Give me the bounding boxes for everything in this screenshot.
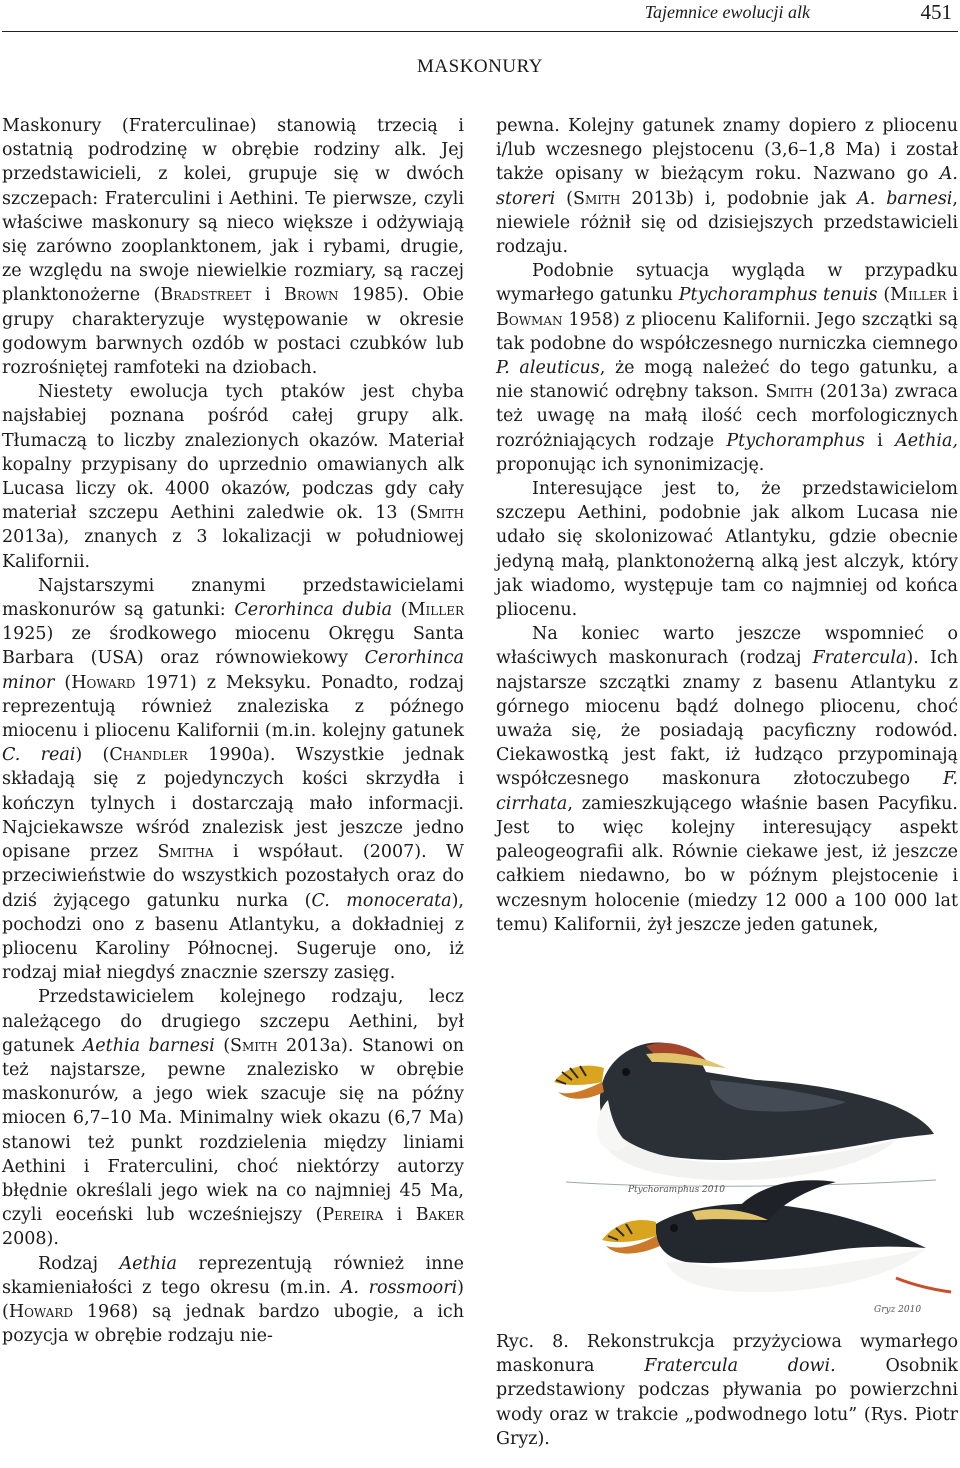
text-run: , zamieszkującego właśnie basen Pacyfiku. Jest to więc kolejny interesujący aspekt paleogeografii alk. Równie ciekawe jest, iż jeszcze całkiem niedawno, bo w późnym plejstocenie i wczesnym holocenie (miedzy 12 000 a 100 000 lat temu) Kalifornii, żył jeszcze jeden gatunek, — [496, 793, 958, 935]
page-header — [0, 0, 960, 34]
swimming-puffin — [554, 1042, 936, 1186]
paragraph — [496, 114, 958, 259]
italic-text: C. monocerata — [311, 890, 452, 911]
paragraph — [2, 985, 464, 1251]
paragraph — [2, 114, 464, 380]
right-column — [496, 114, 958, 937]
text-run: Przedstawicielem kolejnego rodzaju, lecz należącego do drugiego szczepu Aethini, był gatunek — [2, 987, 464, 1056]
diving-puffin — [602, 1180, 951, 1292]
text-run: reprezentują również inne skamieniałości z tego okresu (m.in. — [2, 1253, 464, 1298]
italic-text: Ptychoramphus — [726, 430, 865, 451]
text-run: Na koniec warto jeszcze wspomnieć o właściwych maskonurach (rodzaj — [496, 624, 958, 669]
page-number: 451 — [920, 0, 952, 24]
artist-signature-bottom: Gryz 2010 — [874, 1305, 922, 1315]
text-run: ) ( — [2, 1277, 464, 1322]
text-run: , niewiele różnił się od dzisiejszych przedstawicieli rodzaju. — [496, 188, 958, 258]
author-name: Bradstreet — [160, 285, 252, 306]
author-name: Miller — [890, 285, 947, 306]
left-column — [2, 114, 464, 1348]
text-run: Rodzaj — [38, 1253, 120, 1274]
italic-text: Cerorhinca minor — [2, 648, 464, 693]
running-title: Tajemnice ewolucji alk — [644, 2, 810, 22]
puffin-illustration — [496, 1010, 958, 1320]
text-run: ( — [392, 600, 408, 621]
italic-text: Fratercula dowi. — [644, 1356, 836, 1377]
text-run: Podobnie sytuacja wygląda w przypadku wymarłego gatunku — [496, 261, 958, 306]
paragraph — [2, 1252, 464, 1349]
text-run: (2013a) zwraca też uwagę na małą ilość cech morfologicznych rozróżniających rodzaje — [496, 382, 958, 451]
author-name: Smith — [416, 503, 464, 524]
italic-text: A. rossmoori — [340, 1277, 458, 1298]
text-run: ( — [54, 672, 72, 693]
italic-text: Aethia barnesi — [82, 1035, 215, 1056]
text-run: , że mogą należeć do tego gatunku, a nie stanowić odrębny takson. — [496, 358, 959, 403]
paragraph — [2, 574, 464, 985]
author-name: Miller — [407, 600, 465, 621]
italic-text: Aethia — [119, 1253, 177, 1274]
text-run: Osobnik przedstawiony podczas pływania po powierzchni wody oraz w trakcie „podwodnego lotu” (Rys. Piotr Gryz). — [496, 1356, 958, 1449]
author-name: Smitha — [157, 842, 214, 863]
italic-text: Cerorhinca dubia — [234, 600, 393, 621]
figure-illustration — [496, 1010, 958, 1320]
paragraph — [496, 622, 958, 937]
text-run: Maskonury (Fraterculinae) stanowią trzecią i ostatnią podrodzinę w obrębie rodziny alk. Jej przedstawicieli, z kolei, grupuje się w dwóch szczepach: Fraterculini i Aethini. Te pierwsze, czyli właściwe maskonury są nieco większe i odżywiają się zarówno zooplanktonem, jak i rybami, drugie, ze względu na swoje niewielkie rozmiary, są raczej planktonożerne ( — [2, 116, 464, 306]
figure-caption — [496, 1330, 958, 1451]
text-run: i współaut. (2007). W przeciwieństwie do wszystkich pozostałych oraz do dziś żyjącego gatunku nurka ( — [2, 842, 464, 911]
italic-text: P. aleuticus — [496, 358, 600, 379]
text-run: ), pochodzi ono z basenu Atlantyku, a dokładniej z pliocenu Karoliny Północnej. Sugeruje ono, iż rodzaj miał niegdyś znacznie szerszy zasięg. — [2, 890, 464, 984]
italic-text: A. storeri — [496, 164, 958, 209]
text-run: Ryc. 8. Rekonstrukcja przyżyciowa wymarłego maskonura — [496, 1332, 958, 1377]
text-run: 1925) ze środkowego miocenu Okręgu Santa Barbara (USA) oraz równowiekowy — [2, 624, 464, 669]
italic-text: F. cirrhata — [496, 769, 958, 814]
text-run: Niestety ewolucja tych ptaków jest chyba najsłabiej poznana pośród całej grupy alk. Tłumaczą to liczby znalezionych okazów. Materiał kopalny przypisany do uprzednio omawianych alk Lucasa liczy ok. 4000 okazów, podczas gdy cały materiał szczepu Aethini zaledwie ok. 13 ( — [2, 382, 464, 524]
author-name: Bowman — [496, 309, 563, 330]
text-run: Najstarszymi znanymi przedstawicielami maskonurów są gatunki: — [2, 575, 464, 621]
text-run: ( — [877, 285, 891, 306]
paragraph — [496, 477, 958, 622]
text-run: 2013a). Stanowi on też najstarsze, pewne znalezisko w obrębie maskonurów, a jego wiek szacuje się na późny miocen 6,7–10 Ma. Minimalny wiek okazu (6,7 Ma) stanowi też punkt rozdzielenia między liniami Aethini i Fraterculini, choć niektórzy autorzy błędnie określali jego wiek na co najmniej 45 Ma, czyli eoceński lub wcześniejszy ( — [2, 1035, 465, 1226]
author-name: Smith — [572, 188, 621, 209]
italic-text: Ptychoramphus tenuis — [678, 285, 878, 306]
italic-text: Aethia, — [895, 430, 958, 451]
author-name: Brown — [283, 285, 339, 306]
author-name: Howard — [71, 672, 136, 693]
text-run: i — [251, 285, 284, 306]
text-run: i — [946, 285, 958, 306]
text-run: i — [864, 430, 896, 451]
italic-text: C. reai — [2, 745, 76, 766]
text-run: 2013a), znanych z 3 lokalizacji w południowej Kalifornii. — [2, 527, 464, 572]
author-name: Chandler — [109, 745, 188, 766]
author-name: Howard — [8, 1301, 73, 1322]
author-name: Pereira — [322, 1205, 384, 1226]
text-run: ) ( — [75, 745, 110, 766]
author-name: Baker — [415, 1205, 464, 1226]
artist-signature-top: Ptychoramphus 2010 — [628, 1185, 725, 1195]
text-run: 1985). Obie grupy charakteryzuje występowanie w okresie godowym barwnych ozdób w postaci czubków lub rozrośniętej ramfoteki na dziobach. — [2, 285, 464, 379]
section-title: MASKONURY — [417, 56, 543, 77]
paragraph — [496, 259, 958, 477]
text-run: ( — [555, 188, 573, 209]
author-name: Smith — [765, 382, 813, 403]
text-run: 2008). — [2, 1229, 59, 1250]
header-rule — [2, 31, 958, 32]
text-run: proponując ich synonimizację. — [496, 454, 765, 475]
text-run: 2013b) i, podobnie jak — [620, 188, 858, 209]
text-run: 1968) są jednak bardzo ubogie, a ich pozycja w obrębie rodzaju nie- — [2, 1301, 464, 1347]
text-run: 1990a). Wszystkie jednak składają się z pojedynczych kości skrzydła i kończyn tylnych i dostarczają mało informacji. Najciekawsze wśród znalezisk jest jeszcze jedno opisane przez — [2, 745, 464, 863]
italic-text: A. barnesi — [857, 188, 953, 209]
text-run: i — [383, 1205, 416, 1226]
author-name: Smith — [230, 1035, 278, 1056]
text-run: 1971) z Meksyku. Ponadto, rodzaj reprezentują również znaleziska z późnego miocenu i pliocenu Kalifornii (m.in. kolejny gatunek — [2, 672, 465, 742]
paragraph — [2, 380, 464, 574]
text-run: ). Ich najstarsze szczątki znamy z basenu Atlantyku z górnego miocenu bądź dolnego pliocenu, choć uważa się, że posiadają pacyficzny rodowód. Ciekawostką jest fakt, iż łudząco przypominają współczesnego maskonura złotoczubego — [496, 648, 959, 790]
italic-text: Fratercula — [812, 648, 907, 669]
text-run: 1958) z pliocenu Kalifornii. Jego szczątki są tak podobne do współczesnego nurniczka ciemnego — [496, 309, 958, 354]
text-run: ( — [214, 1035, 231, 1056]
text-run: pewna. Kolejny gatunek znamy dopiero z pliocenu i/lub wczesnego plejstocenu (3,6–1,8 Ma) i został także opisany w bieżącym roku. Nazwano go — [496, 116, 958, 185]
text-run: Interesujące jest to, że przedstawicielom szczepu Aethini, podobnie jak alkom Lucasa nie udało się skolonizować Atlantyku, gdzie obecnie jedyną małą, planktonożerną alką jest alczyk, który jak wiadomo, występuje tam co najmniej od końca pliocenu. — [496, 479, 958, 621]
